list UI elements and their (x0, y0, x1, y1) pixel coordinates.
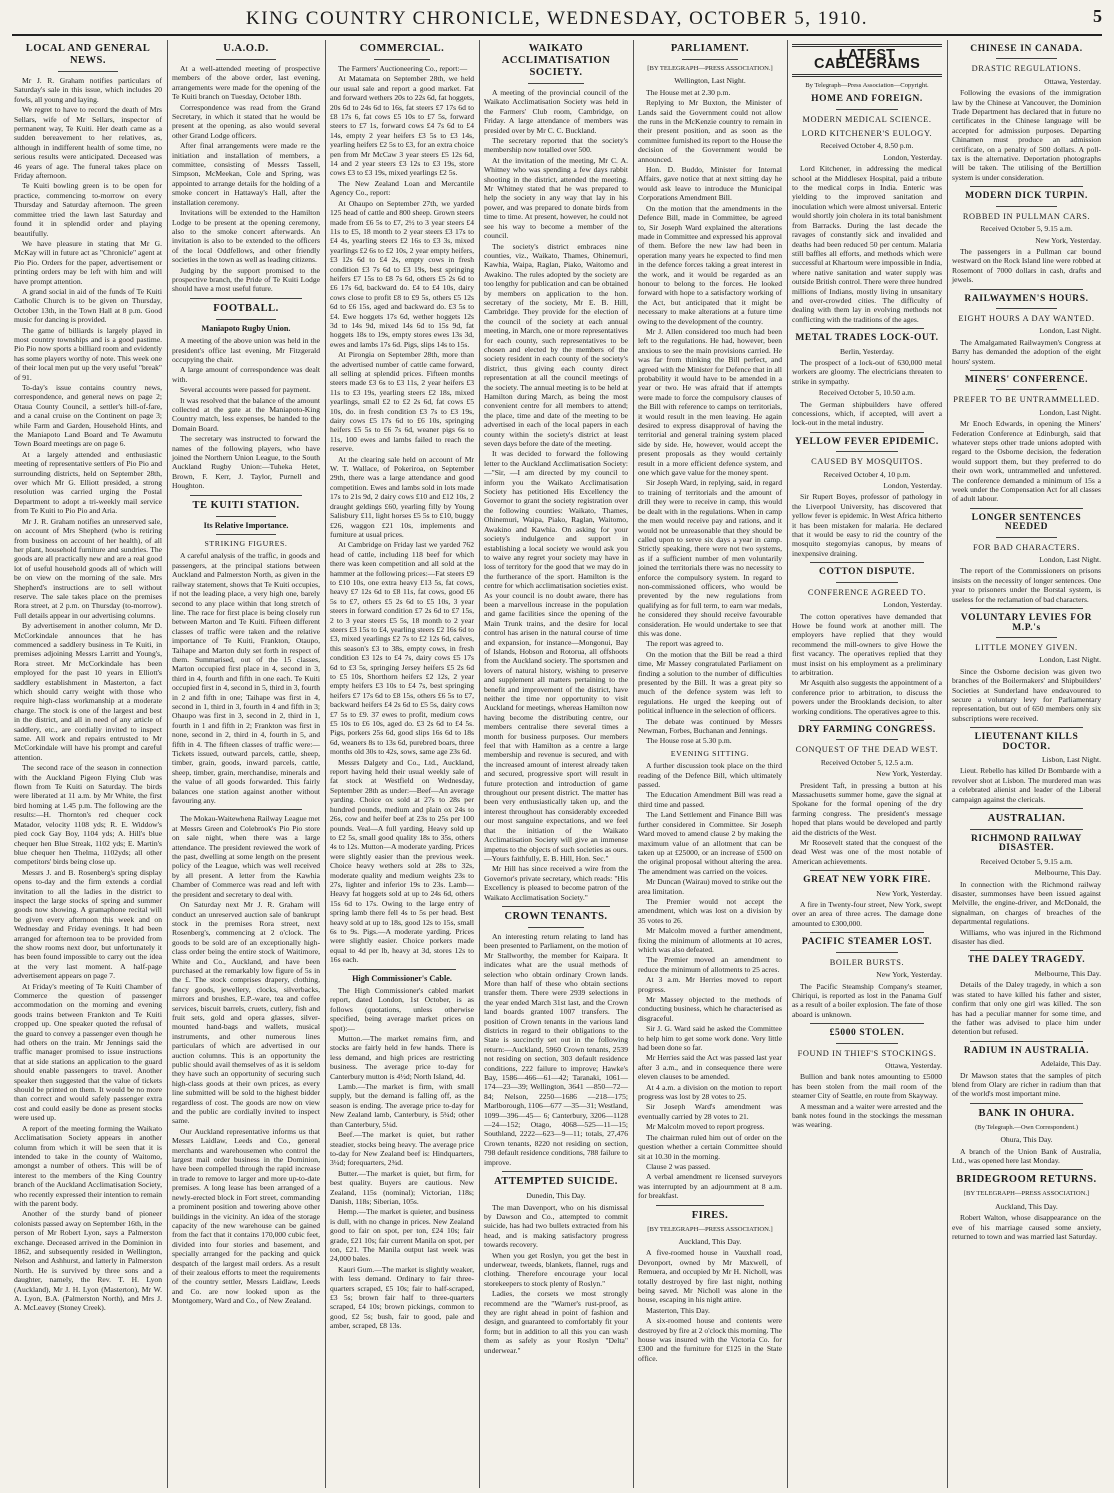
paragraph: In connection with the Richmond railway disaster, summonses have been issued against Melville, the engine-driver, and McDonald, the signalman, on charges of breaches of the departmental regulations. (952, 879, 1101, 927)
divider (810, 1023, 924, 1024)
divider (970, 186, 1083, 187)
uaod-body (172, 64, 320, 294)
divider (810, 932, 924, 933)
cable-subheading: BOILER BURSTS. (829, 957, 905, 967)
cable-headline: GREAT NEW YORK FIRE. (803, 875, 931, 886)
divider (836, 109, 898, 110)
paragraph: It was resolved that the balance of the amount collected at the gate at the Maniapoto-King Country match, less expenses, be handed to the Domain Board. (172, 395, 320, 433)
paragraph: Mr Malcolm moved a further amendment, fixing the minimum of allotments at 10 acres, which was also defeated. (638, 926, 782, 954)
divider (216, 534, 276, 535)
received-line: Received October 5, 9.15 a.m. (980, 224, 1073, 234)
divider (374, 59, 430, 60)
paragraph: The secretary reported that the society's membership now totalled over 500. (484, 136, 628, 155)
paragraph: We regret to have to record the death of Mrs Sellars, wife of Mr Sellars, inspector of permanent way, Te Kuiti. Her death came as a sudden bereavement to her relatives, as, although in indifferent health of some time, no serious results were anticipated. Deceased was 46 years of age. The funeral takes place on Friday afternoon. (14, 105, 162, 181)
cable-headline: £5000 STOLEN. (829, 1028, 905, 1039)
paragraph: The debate was continued by Messrs Newman, Forbes, Buchanan and Jennings. (638, 716, 782, 736)
paragraph: At the invitation of the meeting, Mr C. A. Whitney who was spending a few days rabbit shooting in the district, attended the meeting. Mr Whitney stated that he was prepared to help the society in any way that lay in his power, and was prepared to donate birds from time to time. At present, however, he could not see his way to become a member of the council. (484, 155, 628, 241)
divider (216, 59, 276, 60)
paragraph: Several accounts were passed for payment. (180, 385, 311, 395)
cable-headline: HOME AND FOREIGN. (811, 94, 923, 105)
divider (970, 727, 1083, 728)
divider (528, 83, 584, 84)
fires-body (638, 1248, 782, 1363)
byline: (By Telegraph.—Own Correspondent.) (974, 1123, 1079, 1131)
paragraph: Mr Herries said the Act was passed last year after 3 a.m., and in consequence there were eleven clauses to be amended. (638, 1053, 782, 1082)
divider (996, 537, 1057, 538)
paragraph: It was decided to forward the following letter to the Auckland Acclimatisation Society:—"Sir, —I am directed by my council to inform you the Waikato Acclimatisation Society has petitioned His Excellency the Governor to grant the society registration over the following counties: Waikato, Thames, Ohinemuri, Waipa, Piako, Raglan, Waitomo, Awakino and Kawhia. On asking for your society's indulgence and support in establishing a local society we would ask you to waive any regret your society may have in loss of territory for the good that we may do in the furtherance of the sport. Hamilton is the centre for which acclimatisation societies exist. As your council is no doubt aware, there has been a marvellous increase in the population and game facilities since the opening of the Main Trunk trains, and the desire for local control has arisen in the natural course of time and expansion, for instance—Mongonui, Bay of Islands, Hobson and Rotorua, all offshoots from the Auckland society. The sportsmen and lovers of natural history, wishing to preserve and supplement all matters pertaining to the benefit and improvement of the district, have neither the time nor opportunity to visit Auckland for meetings, whereas Hamilton now having become the distributing centre, our members centralise there several times a month for business purposes. Our members feel that with Hamilton as a centre a large membership and revenue is secured, and with the increased amount of interest already taken and secured, progressive sport will result in future protection and introduction of game throughout our present district. The matter has been very enthusiastically taken up, and the interest throughout has considerably exceeded our most sanguine expectations, and we feel that the initiation of the Waikato Acclimatisation Society will give an immense impetus to the objects of such societies as ours.—Yours faithfully, E. B. Hill, Hon. Sec." (484, 449, 628, 863)
cable-subheading: FOR BAD CHARACTERS. (972, 542, 1081, 552)
paragraph: Following the evasions of the immigration law by the Chinese at Vancouver, the Dominion Trade Department has declared that in future no certificates in the Chinese language will be accepted for admission purposes. Departing Chinamen must produce an admission certificate, on a penalty of 500 dollars. A poll-tax is the alternative. Deportation photographs will be taken. The utilising of the Bertillion system is under consideration. (952, 88, 1101, 182)
station-body (172, 551, 320, 805)
divider (190, 809, 302, 810)
column-3 (326, 40, 480, 1488)
paragraph: Sir Joseph Ward's amendment was eventually carried by 28 votes to 21. (638, 1102, 782, 1121)
byline: [BY TELEGRAPH—PRESS ASSOCIATION.] (963, 1190, 1090, 1198)
dateline: London, Yesterday. (883, 481, 942, 491)
headline-bank-in-ohura: BANK IN OHURA. (978, 1107, 1075, 1119)
paragraph: Replying to Mr Buxton, the Minister of Lands said the Government could not allow the runs in the McKenzie country to remain in their present position, and as soon as the committee furnished its report to the House the decision of the Government would be announced. (638, 98, 782, 164)
cable-sections-continued (952, 45, 1101, 804)
dateline: Auckland, This Day. (678, 1236, 742, 1246)
paragraph: At Cambridge on Friday last we yarded 762 head of cattle, including 118 beef for which there was keen competition and all sold at the hammer at the following prices:—Fat steers £9 to £10 10s, one extra heavy £13 5s, fat cows, heavy £7 12s 6d to £8 11s, fat cows, good £6 5s to £7, others £5 2s 6d to £5 10s, 3 year steers in forward condition £7 2s 6d to £7 15s, 2 to 3 year steers £5 5s, 18 month to 2 year steers £3 15s to £4, yearling steers £2 16s 6d to £3, mixed yearlings £2 7s to £2 12s 6d, calves, this season's £3 to 38s, empty cows, in fresh condition £3 12s to £4 7s, dairy cows £5 17s 6d to £3 5s, springing Jersey heifers £5 2s 6d to £5 10s, Shorthorn heifers £2 12s, 2 year empty heifers £3 10s to £4 7s, best springing heifers £7 17s 6d to £8 15s, others £6 5s to £7, backward heifers £4 2s 6d to £5 5s, dairy cows £7 5s to £9. 37 ewes to profit, medium cows £5 10s to £6 10s, aged do. £3 2s 6d to £4 5s. Pigs, porkers 25s 6d, good slips 16s 6d to 18s 6d, weaners 8s to 13s 6d, purebred boars, three months old 30s to 42s, sows, same age 23s 6d. (330, 540, 474, 757)
divider (502, 1171, 610, 1172)
column-6 (788, 40, 948, 1488)
cable-subheading: ROBBED IN PULLMAN CARS. (962, 211, 1091, 221)
divider (970, 808, 1083, 809)
crown-tenants-body (484, 932, 628, 1167)
headline-attempted-suicide: ATTEMPTED SUICIDE. (494, 1176, 618, 1188)
divider (836, 739, 898, 740)
cable-subheading: FOUND IN THIEF'S STOCKINGS. (797, 1048, 937, 1058)
paragraph: Details of the Daley tragedy, in which a son was stated to have killed his father and sister, confirm that only one girl was killed. The son has had a peculiar manner for some time, and the father was advised to place him under detention but refused. (952, 980, 1101, 1037)
high-commissioner-body (330, 986, 474, 1331)
divider (792, 74, 942, 77)
cable-subheading: CAUSED BY MOSQUITOS. (811, 457, 923, 467)
paragraph: Another of the sturdy band of pioneer colonists passed away on September 16th, in the person of Mr Robert Lyon, says a Palmerston exchange. Deceased arrived in the Dominion in 1862, and subsequently resided in Wellington, Nelson and Ashhurst, and latterly in Palmerston North. He is survived by three sons and a daughter, namely, the Rev. T. H. Lyon (Auckland), Mr J. H. Lyon (Masterton), Mr W. A. Lyon, B.A. (Palmerston North), and Mrs J. A. McLeavey (Stoney Creek). (14, 1209, 162, 1313)
divider (996, 389, 1057, 390)
paragraph: Mr J. Allen considered too much had been left to the regulations. He had, however, been anxious to see the main provisions carried. He was far from thinking the Bill perfect, and agreed with the Minister for Defence that in all probability it would have to be amended in a year or two. He was afraid that if attempts were made to force the compulsory clauses of the Bill with reference to camps on territorials, it would result in the men leaving. He again desired to express disapproval of having the territorial and general training system placed side by side. He, however, would accept the present proposals as they would certainly result in a more efficient defence system, and one which gave value for the money spent. (638, 326, 782, 478)
column-1 (10, 40, 168, 1488)
paragraph: The prospect of a lock-out of 630,000 metal workers are gloomy. The electricians threaten to strike in sympathy. (792, 357, 942, 386)
paragraph: The Land Settlement and Finance Bill was further considered in Committee. Sir Joseph Ward moved to amend clause 2 by making the maximum value of an allotment that can be taken up at £25000, or an increase of £500 on the original proposal without altering the area. The amendment was carried on the voices. (638, 810, 782, 876)
divider (502, 906, 610, 907)
subheading-relative-importance: Its Relative Importance. (203, 520, 289, 530)
paragraph: After final arrangements were made re the initiation and installation of members, a committee, consisting of Messrs Tassell, Simpson, McMeekan, Cole and Spring, was appointed to arrange details for the holding of a smoke concert in Hattaway's Hall, after the installation ceremony. (172, 141, 320, 207)
divider (528, 927, 584, 928)
divider (970, 1103, 1083, 1104)
paragraph: A meeting of the above union was held in the president's office last evening, Mr Fitzgerald occupying the chair. (172, 336, 320, 364)
paragraph: Messrs Dalgety and Co., Ltd., Auckland, report having held their usual weekly sale of fat stock at Westfield on Wednesday, September 28th as under:—Beef—An average yarding. Choice ox sold at 27s to 28s per hundred pounds, medium and plain ox 24s to 26s, cow and heifer beef at 23s to 25s per 100 pounds. Veal—A full yarding. Heavy sold up to £2 5s, small good quality 18s to 35s, others 4s to 12s. Mutton—A moderate yarding. Prices were slightly easier than the previous week. Choice heavy wethers sold at 28s to 32s, moderate quality and medium weights 23s to 27s, lighter and inferior 19s to 23s. Lamb—Heavy fat hoggets sold at up to 24s 6d, others 15s 6d to 17s. Owing to the large entry of spring lamb there fell 4s to 5s per head. Best heavy sold at up to 18s, good 12s to 15s, small 6s to 9s. Pigs.—A moderate yarding. Prices were slightly easier. Choice porkers made equal to 4d per lb, heavy at 3d, stores 12s to 16s each. (330, 757, 474, 965)
paragraph: A five-roomed house in Vauxhall road, Devonport, owned by Mr Maxwell, of Remuera, and occupied by Mr H. Nicholl, was totally destroyed by fire last night, nothing being saved. Mr Nicholl was alone in the house, escaping in his night attire. (638, 1248, 782, 1305)
divider (810, 432, 924, 433)
paragraph: At a well-attended meeting of prospective members of the above order, last evening, arrangements were made for the opening of the Te Kuiti branch on Tuesday, October 18th. (172, 64, 320, 102)
divider (682, 59, 738, 60)
local-news-body (14, 76, 162, 1313)
paragraph: Butter.—The market is quiet, but firm, for best quality. Buyers are cautious. New Zealand, 115s (nominal); Victorian, 118s; Danish, 118s; Siberian, 105s. (330, 1168, 474, 1206)
paragraph: Te Kuiti bowling green is to be open for practice, commencing to-morrow on every Thursday and Saturday afternoon. The green committee tried the lawn last Saturday and found it in splendid order and playing beautifully. (14, 181, 162, 238)
headline-latest-cablegrams: LATEST CABLEGRAMS (814, 47, 920, 73)
paragraph: Mr J. R. Graham notifies an unreserved sale, on account of Mrs Shepherd (who is retiring from business on account of her health), of all her plant, household furniture and sundries. The goods are all practically new and are a real good lot of useful household goods all of which will be on view on the morning of the sale. Mrs Shepherd's instructions are to sell without reserve. The sale takes place on the premises Rora street, at 2 p.m. on Thursday (to-morrow). Full details appear in our advertising columns. (14, 516, 162, 620)
paragraph: On Saturday next Mr J. R. Graham will conduct an unreserved auction sale of bankrupt stock in the premises Rora street, next Rosenberg's, commencing at 2 o'clock. The goods to be sold are of an exceptionally high-class order being the entire stock of Waitimore, White and Co., Auckland, and have been purchased at the remarkably low figure of 5s in the £. The stock comprises drapery, clothing, fancy goods, jewellery, clocks, silverbacks, mirrors and brushes, E.P.-ware, tea and coffee services, biscuit barrels, cruets, cutlery, fish and fruit sets, gold and opera glasses, silver-mounted hand-bags and wallets, musical instruments, and other numerous lines particulars of which are advertised in our auction columns. This is an opportunity the public should avail themselves of as it is seldom they have such an opportunity of securing such high-class goods at their own prices, as every line submitted will be sold to the highest bidder regardless of cost. The goods are now on view and the public are cordially invited to inspect same. (172, 900, 320, 1126)
paragraph: At Friday's meeting of Te Kuiti Chamber of Commerce the question of passenger accommodation on the morning and evening goods trains between Frankton and Te Kuiti cropped up. One speaker quoted the refusal of the guard to convey a passenger even though he had others on the train. Mr Jennings said the traffic manager promised to issue instructions that at side stations an application to the guard should enable passengers to travel. Another speaker then suggested that the value of tickets should be printed on them. It would be no more than correct and would safely passenger extra cost and could easily be done as present stocks were used up. (14, 981, 162, 1123)
paragraph: Correspondence was read from the Grand Secretary, in which it stated that he would be present at the opening, as also would several other Grand Lodge officers. (172, 102, 320, 140)
subheading-striking-figures: STRIKING FIGURES. (204, 539, 288, 549)
dateline: Ohura, This Day. (1000, 1135, 1053, 1145)
paragraph: The Education Amendment Bill was read a third time and passed. (638, 790, 782, 809)
australian-sections (952, 835, 1101, 1099)
evening-sitting-body (638, 761, 782, 1200)
divider (836, 582, 898, 583)
headline-parliament: PARLIAMENT. (670, 43, 750, 54)
divider (190, 495, 302, 496)
paragraph: Ladies, the corsets we most strongly recommend are the "Warner's rust-proof, as they are right ahead in point of fashion and design, and guaranteed to comfortably fit your form; but in addition to all this you can wash them as safely as your Roslyn "Delta" underwear." (484, 1289, 628, 1355)
cable-headline: DRY FARMING CONGRESS. (798, 724, 936, 735)
dateline: London, Last Night. (1039, 555, 1101, 565)
paragraph: A meeting of the provincial council of the Waikato Acclimatisation Society was held in the Farmers' Club room, Cambridge, on Friday. A large attendance of members was presided over by Mr C. C. Buckland. (484, 88, 628, 135)
paragraph: By advertisement in another column, Mr D. McCorkindale announces that he has commenced a saddlery business in Te Kuiti, in premises adjoining Messrs Larritt and Young's, Rora street. Mr McCorkindale has been employed for the past 10 years in Elliott's saddlery establishment in Masterton, a fact which should carry weight with those who require high-class workmanship at a moderate charge. The stock is one of the largest and best in the district, and all in need of any article of saddlery, etc., are cordially invited to inspect same. All work and repairs entrusted to Mr McCorkindale will have his prompt and careful attention. (14, 621, 162, 762)
dateline: Wellington, Last Night. (674, 76, 746, 86)
paragraph: To-day's issue contains country news, correspondence, and general news on page 2; Otaua County Council, a settler's hill-of-fare, and a canal cruise on the Continent on page 3; while Farm and Garden, Household Hints, and the Maniapoto Land Board and Te Awamutu Town Board meetings are on page 6. (14, 383, 162, 449)
paragraph: Bullion and bank notes amounting to £5000 has been stolen from the mail room of the steamer City of Seattle, en route from Skayway. (792, 1072, 942, 1101)
paragraph: The Amalgamated Railwaymen's Congress at Barry has demanded the adoption of the eight hours' system. (952, 337, 1101, 366)
paragraph: A report of the meeting forming the Waikato Acclimatisation Society appears in another column from which it will be seen that it is intended to take in the county of Waitomo, amongst a number of others. This will be of interest to the members of the King Country branch of the Auckland Acclimatisation Society, who recently expressed their intention to remain with the parent body. (14, 1123, 162, 1208)
paragraph: The secretary was instructed to forward the names of the following players, who have joined the Northern Union League, to the South Auckland Rugby Union:—Tuheka Hetet, Brown, F. Kerr, J. Taylor, Purnell and Houghton. (172, 434, 320, 491)
headline-bridegroom-returns: BRIDEGROOM RETURNS. (956, 1174, 1097, 1186)
paragraph: President Taft, in pressing a button at his Massachusetts summer home, gave the signal at Spokane for the formal opening of the dry farming congress. The president's message hoped that plans would be developed and partly aid the districts of the West. (792, 780, 942, 837)
paragraph: Lord Kitchener, in addressing the medical school at the Middlesex Hospital, paid a tribute to the medical corps in India. Enteric was yielding to the improved sanitation and inoculation which were almost universal. Enteric would shortly join cholera in its total banishment from Barracks. During the last decade the ravages of constantly sick and invalided and deaths had been reduced 50 per centum. Malaria still baffles all efforts, and methods which were successful at Khartoum were impossible in India, where native sanitation and water supply was outside British control. There were three hundred millions of Indians, mostly living in unsanitary and over-crowded cities. The difficulty of dealing with them lay in evolving methods not conflicting with the traditions of the ages. (792, 164, 942, 324)
received-line: Received October 4, 8.50 p.m. (820, 141, 914, 151)
paragraph: The report of the Commissioners on prisons insists on the necessity of longer sentences. One year to prisoners under the Borstal system, is useless for the reclamation of bad characters. (952, 566, 1101, 604)
paragraph: The High Commissioner's cabled market report, dated London, 1st October, is as follows (quotations, unless otherwise specified, being average market prices on spot):— (330, 986, 474, 1033)
paragraph: A six-roomed house and contents were destroyed by fire at 2 o'clock this morning. The house was insured with the Victoria Co. for £300 and the furniture for £125 in the State office. (638, 1316, 782, 1363)
paragraph: Lieut. Rebello has killed Dr Bombarde with a revolver shot at Lisbon. The murdered man was a celebrated alienist and leader of the Liberal campaign against the clericals. (952, 766, 1101, 804)
paragraph: A careful analysis of the traffic, in goods and passengers, at the principal stations between Auckland and Palmerston North, as given in the railway statement, shows that Te Kuiti occupies, if not the leading place, a very high one, barely second to any place within that long stretch of line. The race for first place is being closely run between Marton and Te Kuiti. Fifteen different classes of traffic were taken and the relative importance of Te Kuiti, Frankton, Otaupo, Taihape and Marton duly set forth in respect of them. Summarised, out of the 15 classes, Marton occupied first place in 4, second in 3, third in 4, fourth and fifth in one each. Te Kuiti occupied first in 4, second in 5, third in 3, fourth in 2 and fifth in one; Taihape was first in 4, second in 1, third in 3, fourth in 4 and fifth in 3; Ohaupo was first in 3, second in 2, third in 1, fourth in 1 and fifth in 2; Frankton was first in none, second in 2, third in 4, fourth in 5, and fifth in 4. The fifteen classes of traffic were:—Tickets issued, outward parcels, cattle, sheep, timber, grain, goods, inward parcels, cattle, sheep, timber, grain, merchandise, minerals and the value of all goods forwarded. This fairly balances one station against another without favouring any. (172, 551, 320, 806)
paragraph: Mr Hill has since received a wire from the Governor's private secretary, which reads: "His Excellency is pleased to become patron of the Waikato Acclimatisation Society." (484, 864, 628, 902)
paragraph: The German shipbuilders have offered concessions, which, if accepted, will avert a lock-out in the metal industry. (792, 399, 942, 428)
paragraph: At Pirongia on September 28th, more than the advertised number of cattle came forward, all selling at splendid prices. Fifteen months steers made £3 6s to £3 11s, 2 year heifers £3 11s to £3 19s, yearling steers £2 18s, mixed yearlings, small £2 to £2 2s 6d, fat cows £5 10s, do. in fresh condition £3 7s to £3 19s, dairy cows £5 17s 6d to £6 10s, springing heifers £5 5s to £6 7s 6d, weaner pigs 6s to 11s, 100 ewes and lambs failed to reach the reserve. (330, 350, 474, 454)
paragraph: A further discussion took place on the third reading of the Defence Bill, which ultimately passed. (638, 761, 782, 790)
byline: [BY TELEGRAPH—PRESS ASSOCIATION.] (647, 1225, 773, 1233)
divider (970, 608, 1083, 609)
paragraph: Sir Joseph Ward, in replying, said, in regard to training of territorials and the amount of drill they were to receive in camp, this would be dealt with in the regulations. When in camp the men would receive pay and rations, and it would not be unreasonable that they should be called upon to serve six days a year in camp. Strictly speaking, there were not two systems, as if a sufficient number of men voluntarily joined the territorials there was no necessity to enforce the compulsory system. In regard to non-commissioned officers, who would be prevented by the new regulations from qualifying as for full term, to earn war medals, he considered they should receive favourable consideration. He would undertake to see that this was done. (638, 478, 782, 638)
column-5 (634, 40, 788, 1488)
dateline: Melbourne, This Day. (1034, 968, 1101, 978)
headline-acclimatisation: WAIKATO ACCLIMATISATION SOCIETY. (501, 43, 611, 78)
paragraph: The game of billiards is largely played in most country townships and is a good pastime. Pio Pio now sports a billiard room and evidently has some players worthy of note. This week one of their local men put up the very useful "break" of 91. (14, 325, 162, 382)
received-line: Received October 4, 10 p.m. (823, 469, 911, 479)
column-7 (948, 40, 1106, 1488)
acclimatisation-body (484, 88, 628, 902)
divider (656, 1205, 764, 1206)
paragraph: Our Auckland representative informs us that Messrs Laidlaw, Leeds and Co., general merchants and warehousemen who control the largest mail order business in the Dominion, have been compelled through the rapid increase in trade to remove to larger and more up-to-date premises. A long lease has been arranged of a newly-erected block in Fort street, commanding a prominent position and towering above other buildings in the vicinity. An idea of the storage capacity of the new warehouse can be gained from the fact that it contains 170,000 cubic feet, divided into four stories and basement, and specially arranged for the packing and quick despatch of the largest mail orders. As a result of their zealous efforts to meet the requirements of the country settler, Messrs Laidlaw, Leeds and Co. are now looked upon as the Montgomery, Ward and Co., of New Zealand. (172, 1126, 320, 1306)
paragraph: Williams, who was injured in the Richmond disaster has died. (952, 927, 1101, 947)
divider (216, 319, 276, 320)
dateline: Adelaide, This Day. (1040, 1059, 1101, 1069)
dateline: Ottawa, Yesterday. (885, 1060, 942, 1070)
divider (970, 289, 1083, 290)
dateline: London, Last Night. (1039, 407, 1101, 417)
cable-headline: LIEUTENANT KILLS DOCTOR. (974, 732, 1079, 752)
paragraph: Dr Mawson states that the samples of pitch blend from Olary are richer in radium than that of the world's most important mine. (952, 1070, 1101, 1099)
paragraph: At 3 a.m. Mr Herries moved to report progress. (638, 975, 782, 994)
cable-headline: MODERN DICK TURPIN. (965, 191, 1088, 202)
cable-headline: RADIUM IN AUSTRALIA. (963, 1045, 1090, 1056)
paragraph: The House rose at 5.30 p.m. (646, 736, 732, 746)
paragraph: At Ohaupo on September 27th, we yarded 125 head of cattle and 800 sheep. Grown steers made from £6 5s to £7, 2½ to 3 year steers £4 11s to £5, 18 month to 2 year steers £3 17s to £4 4s, yearling steers £2 16s to £3 3s, mixed yearlings £2 6s to £2 10s, 2 year empty heifers, £3 12s 6d to £4 2s, empty cows in fresh condition £3 7s 6d to £3 19s, best springing heifers £7 15s to £8 7s 6d, others £5 2s 6d to £6 17s 6d, backward do. £4 to £4 10s, dairy cows close to profit £8 to £9 5s, others £5 12s 6d to £6 15s, aged and backward do. £3 5s to £4. Ewe hoggets 17s 6d, wether hoggets 12s 3d to 14s 9d, mixed 14s 6d to 15s 9d, fat hoggets 18s to 19s, empty stores ewes 13s 3d, ewes and lambs 17s 6d. Pigs, slips 14s to 15s. (330, 198, 474, 349)
paragraph: At 4 a.m. a division on the motion to report progress was lost by 28 votes to 25. (638, 1082, 782, 1102)
paragraph: The Farmers' Auctioneering Co., report:— (338, 64, 468, 73)
paragraph: The Premier would not accept the amendment, which was lost on a division by 35 votes to 26. (638, 896, 782, 925)
paragraph: A large amount of correspondence was dealt with. (172, 365, 320, 384)
divider (970, 370, 1083, 371)
paragraph: Mr Malcolm moved to report progress. (646, 1122, 765, 1132)
divider (970, 508, 1083, 509)
headline-commercial: COMMERCIAL. (359, 43, 445, 54)
paragraph: A verbal amendment re licensed surveyors was interrupted by an adjournment at 8 a.m. for breakfast. (638, 1172, 782, 1201)
dateline: Dunedin, This Day. (526, 1191, 586, 1201)
paragraph: Hon. D. Buddo, Minister for Internal Affairs, gave notice that at next sitting day he would ask leave to introduce the Municipal Corporations Amendment Bill. (638, 165, 782, 203)
cable-headline: RICHMOND RAILWAY DISASTER. (970, 834, 1083, 854)
cable-subheading: DRASTIC REGULATIONS. (971, 64, 1082, 74)
league-body (172, 814, 320, 1305)
paragraph: Mr Massey objected to the methods of conducting business, which he characterised as disgraceful. (638, 995, 782, 1023)
paragraph: The passengers in a Pullman car bound westward on the Rock Island line were robbed at Rosemont of 7000 dollars in cash, drafts and jewels. (952, 246, 1101, 285)
divider (58, 71, 118, 72)
divider (810, 328, 924, 329)
dateline: New York, Yesterday. (1035, 235, 1101, 245)
newspaper-title: KING COUNTRY CHRONICLE, WEDNESDAY, OCTOBER 5, 1910. (246, 8, 868, 29)
cable-subheading: MODERN MEDICAL SCIENCE. (802, 114, 932, 124)
subheading-evening-sitting: EVENING SITTING. (670, 748, 750, 758)
paragraph: Masterton, This Day. (646, 1305, 710, 1315)
subheading-rugby-union: Maniapoto Rugby Union. (201, 323, 291, 333)
paragraph: Lamb.—The market is firm, with small supply, but the demand is falling off, as the season is ending. The average price to-day for New Zealand lamb, Canterbury, is 5¼d; other than Canterbury, 5¼d. (330, 1082, 474, 1129)
dateline: Melbourne, This Day. (1034, 868, 1101, 878)
divider (836, 451, 898, 452)
divider (190, 298, 302, 299)
received-line: Received October 5, 12.5 a.m. (820, 757, 914, 767)
divider (970, 829, 1083, 830)
paragraph: Mr Duncan (Wairau) moved to strike out the area limitation. (638, 877, 782, 896)
column-2 (168, 40, 326, 1488)
divider (970, 1169, 1083, 1170)
bridegroom-body: Robert Walton, whose disappearance on the eve of his marriage caused some anxiety, returned to town and was married last Saturday. (952, 1213, 1101, 1241)
dateline: Lisbon, Last Night. (1041, 754, 1101, 764)
cable-subheading: LORD KITCHENER'S EULOGY. (801, 129, 933, 139)
paragraph: On the motion that the Bill be read a third time, Mr Massey congratulated Parliament on finding a solution to the number of difficulties presented by the Bill. It was a great pity so much of the defence system was left to regulations. He urged the keeping out of political influence in the selection of officers. (638, 649, 782, 716)
divider (996, 637, 1057, 638)
paragraph: Judging by the support promised to the prospective branch, the Pride of Te Kuiti Lodge should have a most useful future. (172, 265, 320, 294)
suicide-body (484, 1203, 628, 1356)
dateline: New York, Yesterday. (876, 970, 942, 980)
paragraph: The New Zealand Loan and Mercantile Agency Co., report: (330, 178, 474, 198)
divider (810, 562, 924, 563)
paragraph: The report was agreed to. (646, 639, 724, 649)
cable-headline: CHINESE IN CANADA. (970, 44, 1083, 54)
masthead (12, 6, 1102, 36)
dateline: London, Yesterday. (883, 600, 942, 610)
paragraph: Beef.—The market is quiet, but rather steadier, stocks being heavy. The average price to-day for New Zealand beef is: Hindquarters, 3¼d; forequarters, 2¾d. (330, 1130, 474, 1168)
paragraph: The Pacific Steamship Company's steamer, Chiriqui, is reported as lost in the Panama Gulf as a result of a boiler explosion. The fate of those aboard is unknown. (792, 981, 942, 1019)
paragraph: At Matamata on September 28th, we held our usual sale and report a good market. Fat and forward wethers 20s to 22s 6d, fat hoggets, 20s 6d to 24s 6d to 16s, fat steers £7 17s 6d to £8 17s 6, fat cows £5 10s to £7 5s, forward steers to £7 1s, forward cows £4 7s 6d to £4 14s, empty 2 year heifers £3 5s to £3 14s, yearling heifers £2 5s to £3, for an extra choice pen from Mr McCaw 3 year steers £5 12s 6d, 14 and 2 year steers £3 12s to £3 19s, store cows £3 to £3 19s, mixed yearlings £2 5s. (330, 74, 474, 178)
paragraph: Clause 2 was passed. (646, 1161, 711, 1171)
cable-headline: PACIFIC STEAMER LOST. (801, 937, 933, 948)
cable-subheading: CONQUEST OF THE DEAD WEST. (795, 745, 939, 755)
divider (996, 308, 1057, 309)
football-body (172, 336, 320, 491)
received-line: Received October 5, 9.15 a.m. (980, 856, 1073, 866)
headline-football: FOOTBALL. (213, 302, 279, 314)
page-number: 5 (1093, 6, 1102, 26)
divider (970, 950, 1083, 951)
paragraph: Mr Enoch Edwards, in opening the Miners' Federation Conference at Edinburgh, said that whatever steps other trade unions adopted with regard to the Osborne decision, the federation would support them, but they preferred to do their own work, untrammelled and unfettered. The conference demanded a minimum of 15s a week under the Compensation Act for all classes of adult labour. (952, 419, 1101, 504)
headline-te-kuiti-station: TE KUITI STATION. (192, 499, 300, 511)
headline-uaod: U.A.O.D. (223, 43, 269, 54)
paragraph: Mr Asquith also suggests the appointment of a conference prior to arbitration, to discuss the powers under the Brooklands decision, to alter working conditions. The operatives agree to this. (792, 678, 942, 716)
paragraph: We have pleasure in stating that Mr G. McKay will in future act as "Chronicle" agent at Pio Pio. Orders for the paper, advertisement or printing orders may be left with him and will have prompt attention. (14, 238, 162, 286)
received-line: Received October 5, 10.50 a.m. (818, 388, 916, 398)
paragraph: A grand social in aid of the funds of Te Kuiti Catholic Church is to be given on Thursday, October 13th, in the Town Hall at 8 p.m. Good music for dancing is provided. (14, 286, 162, 325)
headline-fires: FIRES. (691, 1209, 729, 1221)
ohura-body: A branch of the Union Bank of Australia, Ltd., was opened here last Monday. (952, 1146, 1101, 1165)
paragraph: The society's district embraces nine counties, viz., Waikato, Thames, Ohinemuri, Kawhia, Waipa, Raglan, Piako, Waitomo and Awakino. The rules adopted by the society are too lengthy for publication and can be obtained by members on application to the hon. secretary of the society, Mr E. B. Hill, Cambridge. They provide for the election of the council of the society at each annual meeting, in March, one or more representatives for each county, such representatives to be chosen and elected by the members of the society resident in each county of the society's district, thus giving each county direct representation at all the council meetings of the society. The annual meeting is to be held at Hamilton during March, as being the most convenient centre for all members to attend; the place, time and date of the meeting to be advertised in each of the local papers in each county within the society's district at least seven days before the date of the meeting. (484, 241, 628, 449)
byline: [BY TELEGRAPH—PRESS ASSOCIATION.] (647, 65, 773, 72)
paragraph: A messman and a waiter were arrested and the bank notes found in the stockings the messman was wearing. (792, 1101, 942, 1130)
paragraph: The second race of the season in connection with the Auckland Pigeon Flying Club was flown from Te Kuiti on Saturday. The birds were liberated at 11 a.m. by Mr White, the first bird homing at 1.45 p.m. The following are the results:—H. Thornton's red chequer cock Matador, velocity 1108 yds; R. E. Widdow's pied cock Gay Boy, 1104 yds; A. Hill's blue chequer hen Blue Streak, 1102 yds; E. Martin's blue chequer hen Thelma, 1102yds; all other competitors' birds being close up. (14, 763, 162, 867)
paragraph: The Premier moved an amendment to reduce the minimum of allotments to 25 acres. (638, 955, 782, 974)
cable-subheading: CONFERENCE AGREED TO. (807, 587, 927, 597)
paragraph: Sir Rupert Boyes, professor of pathology in the Liverpool University, has discovered that yellow fever is epidemic. In West Africa hitherto it has been mistaken for malaria. He declared that it would be easy to rid the country of the mosquito stegomyias canopus, by means of inexpensive draining. (792, 492, 942, 558)
divider (996, 206, 1057, 207)
paragraph: On the motion that the amendments in the Defence Bill, made in Committee, be agreed to, Sir Joseph Ward explained the alterations made in Committee and expressed his approval of them. Before the new law had been in operation many years he expected to find men in the defence forces taking a great interest in the work, and it would be regarded as an honour to belong to the forces. He looked forward with hope to a satisfactory working of the Act, but anticipated that it might be necessary to make alterations at a future time owing to the development of the country. (638, 203, 782, 326)
paragraph: A fire in Twenty-four street, New York, swept over an area of three acres. The damage done amounted to £300,000. (792, 900, 942, 928)
paragraph: Mr Roosevelt stated that the conquest of the dead West was one of the most notable of American achievements. (792, 838, 942, 866)
dateline: New York, Yesterday. (876, 769, 942, 779)
paragraph: Since the Osborne decision was given two branches of the Boilermakers' and Shipbuilders' Societies at Sunderland have endeavoured to secure a voluntary levy for Parliamentary representation, but out of 650 members only six subscriptions were received. (952, 666, 1101, 723)
divider (836, 952, 898, 953)
cable-headline: LONGER SENTENCES NEEDED (971, 512, 1082, 533)
dateline: New York, Yesterday. (876, 888, 942, 898)
column-4 (480, 40, 634, 1488)
headline-australian: AUSTRALIAN. (987, 813, 1066, 824)
divider (970, 1041, 1083, 1042)
paragraph: The House met at 2.30 p.m. (646, 87, 731, 97)
cable-subheading: EIGHT HOURS A DAY WANTED. (958, 313, 1095, 323)
received-line: Berlin, Yesterday. (840, 346, 894, 356)
divider (996, 58, 1057, 59)
cable-headline: METAL TRADES LOCK-OUT. (795, 333, 939, 344)
paragraph: Invitations will be extended to the Hamilton Lodge to be present at the opening ceremony, also to the smoke concert afterwards. An invitation is also to be extended to the officers of the local Oddfellows, and other friendly societies in the town as well as leading citizens. (172, 208, 320, 265)
headline-local-news: LOCAL AND GENERAL NEWS. (25, 43, 151, 66)
cable-headline: VOLUNTARY LEVIES FOR M.P.'s (960, 613, 1093, 633)
paragraph: At a largely attended and enthusiastic meeting of representative settlers of Pio Pio and surrounding districts, held on September 28th, over which Mr G. Elliott presided, a strong resolution was carried urging the Postal Department to adopt a tri-weekly mail service from Te Kuiti to Pio Pio and Aria. (14, 449, 162, 516)
headline-crown-tenants: CROWN TENANTS. (504, 910, 608, 922)
paragraph: At the clearing sale held on account of Mr W. T. Wallace, of Pokeriroa, on September 29th, there was a large attendance and good competition. Ewes and lambs sold in lots made 17s to 21s 9d, 2 dairy cows £10 and £12 10s, 2 draught geldings £60, yearling filly by Young Salisbury £11, light horses £5 5s to £10, buggy £26, waggon £21 10s, implements and furniture at usual prices. (330, 454, 474, 539)
divider (810, 720, 924, 721)
headline-high-commissioner: High Commissioner's Cable. (352, 973, 452, 983)
divider (810, 870, 924, 871)
paragraph: When you get Roslyn, you get the best in underwear, tweeds, blankets, flannel, rugs and clothing. Therefore encourage your local storekeepers to stock plenty of Roslyn." (484, 1250, 628, 1288)
paragraph: The chairman ruled him out of order on the question whether a certain Committee should sit at 10.30 in the morning. (638, 1132, 782, 1161)
paragraph: The man Davenport, who on his dismissal by Dawson and Co., attempted to commit suicide, has had two bullets extracted from his head, and is making satisfactory progress towards recovery. (484, 1202, 628, 1250)
commercial-body (330, 64, 474, 965)
divider (836, 1043, 898, 1044)
dateline: London, Yesterday. (883, 152, 942, 162)
paragraph: Mr J. R. Graham notifies particulars of Saturday's sale in this issue, which includes 20 fowls, all young and laying. (14, 76, 162, 104)
cable-headline: YELLOW FEVER EPIDEMIC. (795, 436, 939, 447)
dateline: Ottawa, Yesterday. (1044, 76, 1101, 86)
paragraph: Sir J. G. Ward said he asked the Committee to help him to get some work done. Very little had been done so far. (638, 1024, 782, 1053)
cable-headline: COTTON DISPUTE. (819, 567, 915, 578)
dateline: Auckland, This Day. (995, 1201, 1058, 1211)
paragraph: Mutton.—The market remains firm, and stocks are fairly held in few hands. There is less demand, and high prices are restricting business. The average price to-day for Canterbury mutton is 4½d; North Island, 4d. (330, 1034, 474, 1081)
cable-headline: MINERS' CONFERENCE. (964, 374, 1089, 385)
byline: By Telegraph—Press Association—Copyright. (805, 81, 929, 89)
parliament-body (638, 88, 782, 746)
cable-headline: THE DALEY TRAGEDY. (967, 955, 1086, 966)
paragraph: Messrs J. and B. Rosenberg's spring display opens to-day and the firm extends a cordial invitation to all the ladies in the district to inspect the large stocks of spring and summer goods now showing. A gramaphone recital will be given every afternoon this week and on Wednesday and Friday evenings. It had been arranged for afternoon tea to be provided from the show rooms next door, but unfortunately it has been found impossible to carry out the idea at the very last moment. A half-page advertisement appears on page 7. (14, 867, 162, 981)
paragraph: An interesting return relating to land has been presented to Parliament, on the motion of Mr Stallworthy, the member for Kaipara. It indicates what are the usual methods of selection who obtain ordinary Crown lands. More than half of these who obtain sections transfer them. There were 2939 selections in the year ended March 31st last, and the Crown land boards granted 1007 transfers. The position of Crown tenants in the various land districts in regard to their obligations to the State is succinctly set out in the following return:—Auckland, 5960 Crown tenants, 2539 not residing on section, 303 default residence conditions, 222 failure to improve; Hawke's Bay, 1586—466—61—42; Taranaki, 1061—174—23—39; Wellington, 3641 —850—72—84; Nelson, 2250—1686 —218—175; Marlborough, 1106—677 —35—31; Westland, 1099—396—45— 6; Canterbury, 3206—1128—24—152; Otago, 4068—525—11—15; Southland, 2222—623—9—11; totals, 27,476 Crown tenants, 8220 not residing on section, 798 default residence conditions, 788 failure to improve. (484, 931, 628, 1167)
cable-sections (792, 95, 942, 1130)
dateline: London, Last Night. (1039, 655, 1101, 665)
divider (216, 516, 276, 517)
divider (348, 969, 456, 970)
paragraph: The Mokau-Waitewhena Railway League met at Messrs Green and Colebrook's Pio Pio store on sale night, when there was a large attendance. The president reviewed the work of the past, dwelling at some length on the present policy of the League, which was well received by all present. A letter from the Kawhia Chamber of Commerce was read and left with the president and secretary to deal with. (172, 814, 320, 899)
paragraph: Hemp.—The market is quieter, and business is dull, with no change in prices. New Zealand good to fair on spot, per ton, £24 10s; fair grade, £21 10s; fair current Manila on spot, per ton, £21. The Manila output last week was 24,000 bales. (330, 1207, 474, 1264)
cable-subheading: PREFER TO BE UNTRAMMELLED. (953, 395, 1100, 405)
dateline: London, Last Night. (1039, 326, 1101, 336)
cable-subheading: LITTLE MONEY GIVEN. (975, 642, 1078, 652)
cable-headline: RAILWAYMEN'S HOURS. (964, 293, 1089, 304)
paragraph: The cotton operatives have demanded that Howe be found work at another mill. The employers have replied that they would recommend the mill-owners to give Howe the first vacancy. The operatives replied that they must insist on his employment as a preliminary to arbitration. (792, 611, 942, 677)
paragraph: Kauri Gum.—The market is slightly weaker, with less demand. Ordinary to fair three-quarters scraped, £5 10s; fair to half-scraped, £3 5s; brown fair half to three-quarters scraped, £4 10s; brown pickings, common to good, £2 5s; bush, fair to good, pale and amber, scraped, £8 13s. (330, 1264, 474, 1331)
